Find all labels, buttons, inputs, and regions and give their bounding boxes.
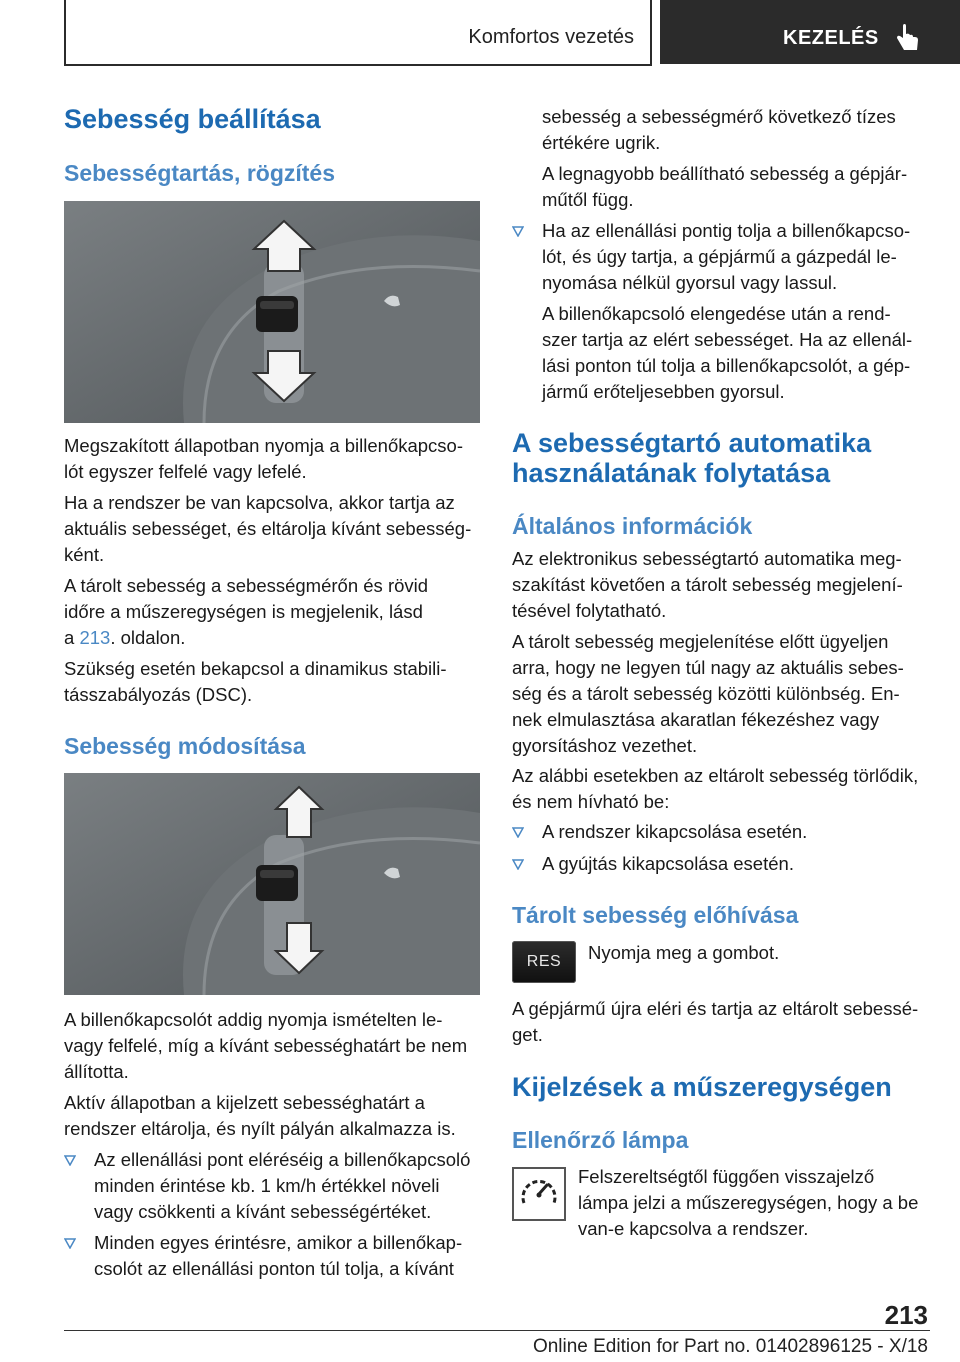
heading-set-speed: Sebesség beállítása <box>64 104 321 134</box>
paragraph-general-2: A tárolt sebesség megjelenítése előtt ügyeljen arra, hogy ne legyen túl nagy az aktuális sebes- ség és a tárolt sebesség közötti különbség. En- nek elmulasztása akaratlan fékezéshez vagy gyorsításhoz vezethet. <box>512 631 904 756</box>
bullet-item-3: Ha az ellenállási pontig tolja a billenőkapcso- lót, és úgy tartja, a gépjármű a gázpedál le- nyomása nélkül gyorsul vagy lassul. <box>512 218 942 296</box>
paragraph-modify-1: A billenőkapcsolót addig nyomja ismételten le- vagy felfelé, míg a kívánt sebességhatárt be nem állította. <box>64 1009 468 1082</box>
bullet-item-2: Minden egyes érintésre, amikor a billenőkap- csolót az ellenállási ponton túl tolja, a kívánt <box>64 1230 480 1282</box>
triangle-bullet-icon <box>512 859 524 870</box>
footer-divider <box>64 1330 930 1331</box>
res-instruction: Nyomja meg a gombot. <box>588 942 780 963</box>
paragraph-hold-2: Ha a rendszer be van kapcsolva, akkor tartja az aktuális sebességet, és eltárolja kívánt sebesség- ként. <box>64 492 472 565</box>
paragraph-hold-3: A tárolt sebesség a sebességmérőn és rövid időre a műszeregységen is megjelenik, lásd a 213. oldalon. <box>64 575 429 648</box>
paragraph-continued-2: A legnagyobb beállítható sebesség a gépjár- műtől függ. <box>542 163 908 210</box>
steering-wheel-image-1 <box>64 201 480 423</box>
header-section-title: Komfortos vezetés <box>468 26 634 48</box>
page-link-213[interactable]: 213 <box>79 627 111 648</box>
paragraph-general-3: Az alábbi esetekben az eltárolt sebesség törlődik, és nem hívható be: <box>512 765 919 812</box>
header-chapter-label: KEZELÉS <box>783 27 879 49</box>
paragraph-hold-4: Szükség esetén bekapcsol a dinamikus stabili- tásszabályozás (DSC). <box>64 658 447 705</box>
paragraph-general-1: Az elektronikus sebességtartó automatika meg- szakítást követően a tárolt sebesség megjelení- tésével folytatható. <box>512 548 903 621</box>
paragraph-continued-1: sebesség a sebességmérő következő tízes értékére ugrik. <box>542 106 896 153</box>
heading-resume-cruise: A sebességtartó automatika használatának folytatása <box>512 428 872 488</box>
paragraph-indicator-lamp: Felszereltségtől függően visszajelző lámpa jelzi a műszeregységen, hogy a be van-e kapcsolva a rendszer. <box>578 1166 919 1239</box>
steering-wheel-switch-illustration <box>64 201 480 423</box>
res-button-icon: RES <box>512 941 576 983</box>
bullet-item-4: A rendszer kikapcsolása esetén. <box>512 819 942 845</box>
hand-pointer-icon <box>895 24 921 54</box>
triangle-bullet-icon <box>512 226 524 237</box>
page-number: 213 <box>884 1300 928 1330</box>
heading-hold-speed: Sebességtartás, rögzítés <box>64 160 336 186</box>
indicator-lamp-box <box>512 1167 566 1221</box>
triangle-bullet-icon <box>64 1155 76 1166</box>
cruise-control-speedometer-icon <box>514 1169 564 1219</box>
footer-edition: Online Edition for Part no. 01402896125 - X/18 <box>532 1336 928 1357</box>
paragraph-modify-2: Aktív állapotban a kijelzett sebességhatárt a rendszer eltárolja, és nyílt pályán alkalmazza is. <box>64 1092 456 1139</box>
heading-general-info: Általános információk <box>512 513 753 539</box>
triangle-bullet-icon <box>512 827 524 838</box>
heading-indicator-lamp: Ellenőrző lámpa <box>512 1127 689 1153</box>
heading-modify-speed: Sebesség módosítása <box>64 733 306 759</box>
triangle-bullet-icon <box>64 1238 76 1249</box>
paragraph-recall: A gépjármű újra eléri és tartja az eltárolt sebessé- get. <box>512 998 919 1045</box>
heading-instrument-display: Kijelzések a műszeregységen <box>512 1072 892 1102</box>
bullet-item-5: A gyújtás kikapcsolása esetén. <box>512 851 942 877</box>
steering-wheel-switch-illustration-2 <box>64 773 480 995</box>
paragraph-continued-3: A billenőkapcsoló elengedése után a rend- szer tartja az elért sebességet. Ha az ellenál- lási ponton túl tolja a billenőkapcsolót, a gép- jármű erőteljesebben gyorsul. <box>542 303 913 402</box>
steering-wheel-image-2 <box>64 773 480 995</box>
heading-recall-speed: Tárolt sebesség előhívása <box>512 902 799 928</box>
paragraph-hold-1: Megszakított állapotban nyomja a billenőkapcso- lót egyszer felfelé vagy lefelé. <box>64 435 464 482</box>
bullet-item-1: Az ellenállási pont eléréséig a billenőkapcsoló minden érintése kb. 1 km/h értékkel növeli vagy csökkenti a kívánt sebességértéket. <box>64 1147 480 1225</box>
